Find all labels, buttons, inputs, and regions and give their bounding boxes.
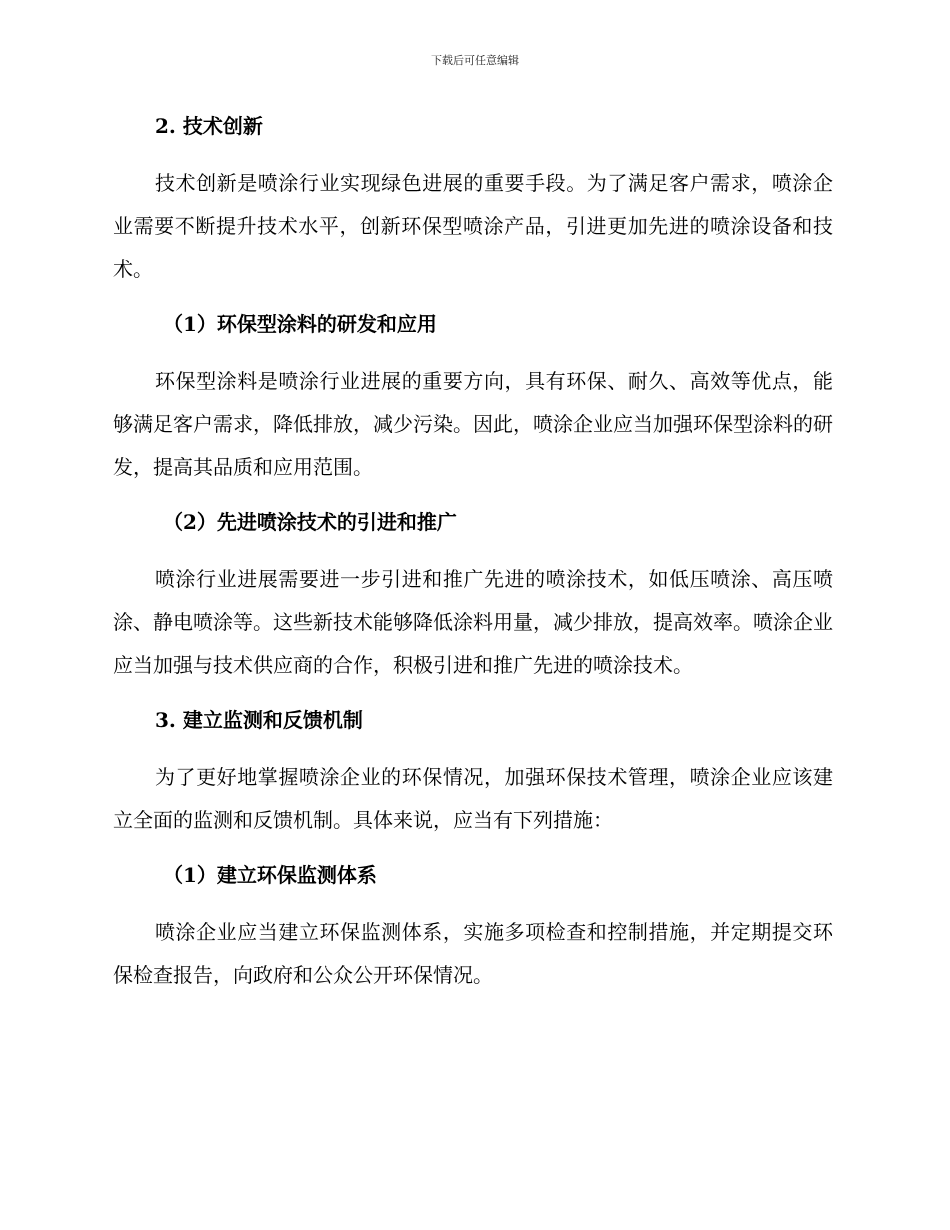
section-paragraph: 为了更好地掌握喷涂企业的环保情况，加强环保技术管理，喷涂企业应该建立全面的监测和反馈机制。具体来说，应当有下列措施：: [113, 765, 833, 832]
page-header: 下载后可任意编辑: [431, 54, 519, 67]
subsection-heading: （1）环保型涂料的研发和应用: [163, 312, 437, 336]
section-paragraph: 技术创新是喷涂行业实现绿色进展的重要手段。为了满足客户需求，喷涂企业需要不断提升技术水平，创新环保型喷涂产品，引进更加先进的喷涂设备和技术。: [113, 171, 833, 281]
section-paragraph: 环保型涂料是喷涂行业进展的重要方向，具有环保、耐久、高效等优点，能够满足客户需求，降低排放，减少污染。因此，喷涂企业应当加强环保型涂料的研发，提高其品质和应用范围。: [113, 369, 833, 479]
section-heading: 3. 建立监测和反馈机制: [155, 708, 363, 732]
document-body: [113, 110, 833, 997]
subsection-heading: （1）建立环保监测体系: [163, 863, 377, 887]
section-paragraph: 喷涂企业应当建立环保监测体系，实施多项检查和控制措施，并定期提交环保检查报告，向政府和公众公开环保情况。: [113, 920, 833, 987]
section-heading: 2. 技术创新: [155, 114, 263, 138]
subsection-heading: （2）先进喷涂技术的引进和推广: [163, 510, 457, 534]
section-paragraph: 喷涂行业进展需要进一步引进和推广先进的喷涂技术，如低压喷涂、高压喷涂、静电喷涂等。这些新技术能够降低涂料用量，减少排放，提高效率。喷涂企业应当加强与技术供应商的合作，积极引进和推广先进的喷涂技术。: [113, 567, 833, 677]
